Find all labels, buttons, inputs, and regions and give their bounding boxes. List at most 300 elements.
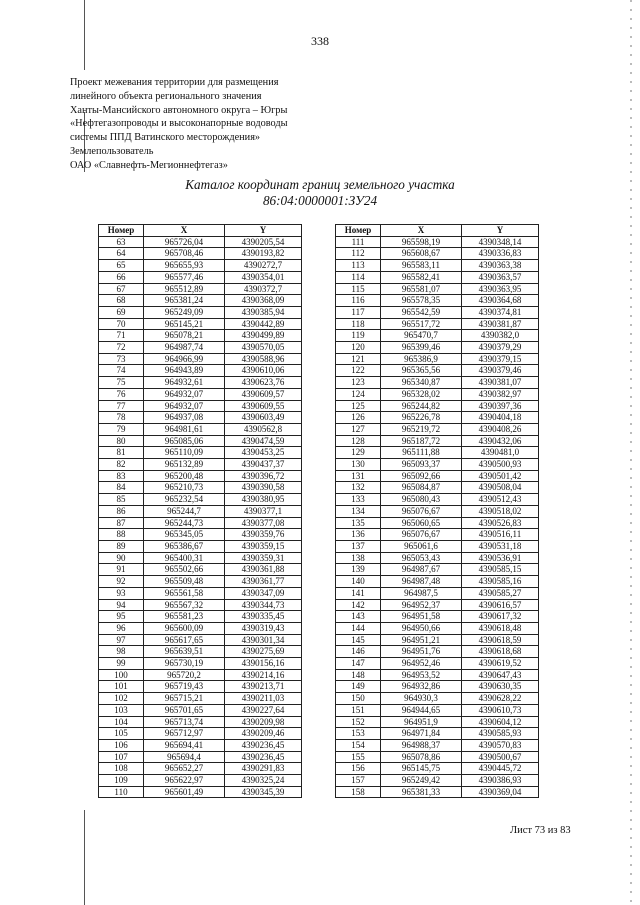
table-row [336, 388, 539, 400]
x-coordinate: 965701,65 [144, 704, 225, 716]
x-coordinate: 965512,89 [144, 283, 225, 295]
y-coordinate: 4390516,11 [462, 529, 539, 541]
x-coordinate: 965187,72 [381, 435, 462, 447]
table-row [336, 318, 539, 330]
point-number: 89 [99, 540, 144, 552]
x-coordinate: 965061,6 [381, 540, 462, 552]
table-row [99, 658, 302, 670]
y-coordinate: 4390508,04 [462, 482, 539, 494]
point-number: 114 [336, 271, 381, 283]
x-coordinate: 965085,06 [144, 435, 225, 447]
table-row [99, 704, 302, 716]
x-coordinate: 965608,67 [381, 248, 462, 260]
table-row [336, 763, 539, 775]
y-coordinate: 4390585,93 [462, 728, 539, 740]
table-row [336, 739, 539, 751]
y-coordinate: 4390404,18 [462, 412, 539, 424]
document-header [70, 76, 350, 173]
y-coordinate: 4390617,32 [462, 611, 539, 623]
point-number: 124 [336, 388, 381, 400]
y-coordinate: 4390531,18 [462, 540, 539, 552]
table-row [99, 260, 302, 272]
y-coordinate: 4390209,46 [225, 728, 302, 740]
x-coordinate: 965582,41 [381, 271, 462, 283]
table-row [336, 728, 539, 740]
x-coordinate: 965652,27 [144, 763, 225, 775]
y-coordinate: 4390361,88 [225, 564, 302, 576]
point-number: 155 [336, 751, 381, 763]
y-coordinate: 4390335,45 [225, 611, 302, 623]
point-number: 72 [99, 342, 144, 354]
parcel-id: 86:04:0000001:ЗУ24 [262, 193, 378, 208]
scan-margin-line [84, 810, 85, 905]
table-row [336, 775, 539, 787]
x-coordinate: 965078,86 [381, 751, 462, 763]
point-number: 158 [336, 786, 381, 798]
table-row [336, 494, 539, 506]
table-row [99, 669, 302, 681]
point-number: 99 [99, 658, 144, 670]
point-number: 108 [99, 763, 144, 775]
point-number: 130 [336, 459, 381, 471]
table-row [336, 342, 539, 354]
y-coordinate: 4390397,36 [462, 400, 539, 412]
x-coordinate: 965708,46 [144, 248, 225, 260]
y-coordinate: 4390437,37 [225, 459, 302, 471]
x-coordinate: 965470,7 [381, 330, 462, 342]
x-coordinate: 964952,46 [381, 658, 462, 670]
y-coordinate: 4390445,72 [462, 763, 539, 775]
point-number: 107 [99, 751, 144, 763]
table-row [336, 716, 539, 728]
header-line: Землепользователь [70, 145, 154, 157]
table-row [336, 260, 539, 272]
point-number: 106 [99, 739, 144, 751]
point-number: 96 [99, 622, 144, 634]
y-coordinate: 4390630,35 [462, 681, 539, 693]
point-number: 81 [99, 447, 144, 459]
x-coordinate: 964932,07 [144, 400, 225, 412]
y-coordinate: 4390374,81 [462, 306, 539, 318]
table-row [336, 377, 539, 389]
point-number: 154 [336, 739, 381, 751]
table-row [336, 283, 539, 295]
x-coordinate: 964987,74 [144, 342, 225, 354]
y-coordinate: 4390291,83 [225, 763, 302, 775]
point-number: 131 [336, 470, 381, 482]
y-coordinate: 4390213,71 [225, 681, 302, 693]
x-coordinate: 965502,66 [144, 564, 225, 576]
x-coordinate: 965328,02 [381, 388, 462, 400]
y-coordinate: 4390616,57 [462, 599, 539, 611]
y-coordinate: 4390570,83 [462, 739, 539, 751]
point-number: 143 [336, 611, 381, 623]
y-coordinate: 4390380,95 [225, 494, 302, 506]
x-coordinate: 965078,21 [144, 330, 225, 342]
table-row [336, 423, 539, 435]
point-number: 98 [99, 646, 144, 658]
table-row [336, 599, 539, 611]
table-row [336, 459, 539, 471]
y-coordinate: 4390377,1 [225, 505, 302, 517]
x-coordinate: 965720,2 [144, 669, 225, 681]
point-number: 117 [336, 306, 381, 318]
y-coordinate: 4390500,67 [462, 751, 539, 763]
x-coordinate: 965200,48 [144, 470, 225, 482]
scan-edge-artifact [630, 0, 632, 905]
point-number: 135 [336, 517, 381, 529]
table-row [99, 470, 302, 482]
point-number: 123 [336, 377, 381, 389]
x-coordinate: 965132,89 [144, 459, 225, 471]
y-coordinate: 4390359,76 [225, 529, 302, 541]
x-coordinate: 964966,99 [144, 353, 225, 365]
x-coordinate: 965244,7 [144, 505, 225, 517]
table-row [336, 587, 539, 599]
table-row [99, 587, 302, 599]
y-coordinate: 4390618,59 [462, 634, 539, 646]
x-coordinate: 965694,41 [144, 739, 225, 751]
point-number: 134 [336, 505, 381, 517]
y-coordinate: 4390379,46 [462, 365, 539, 377]
table-row [99, 564, 302, 576]
table-row [99, 447, 302, 459]
header-line: Проект межевания территории для размещения [70, 77, 279, 88]
y-coordinate: 4390453,25 [225, 447, 302, 459]
table-row [336, 400, 539, 412]
point-number: 110 [99, 786, 144, 798]
table-row [99, 412, 302, 424]
x-coordinate: 964952,37 [381, 599, 462, 611]
point-number: 64 [99, 248, 144, 260]
y-coordinate: 4390647,43 [462, 669, 539, 681]
x-coordinate: 964951,76 [381, 646, 462, 658]
x-coordinate: 965210,73 [144, 482, 225, 494]
table-row [99, 739, 302, 751]
x-coordinate: 965583,11 [381, 260, 462, 272]
column-header-number: Номер [336, 225, 381, 237]
point-number: 122 [336, 365, 381, 377]
table-row [99, 681, 302, 693]
table-row [336, 693, 539, 705]
x-coordinate: 965381,33 [381, 786, 462, 798]
point-number: 150 [336, 693, 381, 705]
point-number: 101 [99, 681, 144, 693]
table-row [99, 353, 302, 365]
point-number: 78 [99, 412, 144, 424]
x-coordinate: 965542,59 [381, 306, 462, 318]
point-number: 84 [99, 482, 144, 494]
point-number: 102 [99, 693, 144, 705]
y-coordinate: 4390236,45 [225, 739, 302, 751]
y-coordinate: 4390236,45 [225, 751, 302, 763]
table-row [336, 248, 539, 260]
x-coordinate: 964932,61 [144, 377, 225, 389]
point-number: 75 [99, 377, 144, 389]
table-header-row [99, 225, 302, 237]
y-coordinate: 4390623,76 [225, 377, 302, 389]
y-coordinate: 4390214,16 [225, 669, 302, 681]
point-number: 136 [336, 529, 381, 541]
point-number: 109 [99, 775, 144, 787]
x-coordinate: 965093,37 [381, 459, 462, 471]
y-coordinate: 4390363,57 [462, 271, 539, 283]
y-coordinate: 4390499,89 [225, 330, 302, 342]
table-row [99, 505, 302, 517]
point-number: 146 [336, 646, 381, 658]
x-coordinate: 965581,07 [381, 283, 462, 295]
sheet-counter: Лист 73 из 83 [510, 825, 571, 836]
x-coordinate: 965712,97 [144, 728, 225, 740]
y-coordinate: 4390618,48 [462, 622, 539, 634]
catalog-title [0, 177, 640, 209]
table-header-row [336, 225, 539, 237]
page-number: 338 [311, 34, 329, 48]
x-coordinate: 965715,21 [144, 693, 225, 705]
point-number: 63 [99, 236, 144, 248]
table-row [99, 599, 302, 611]
point-number: 90 [99, 552, 144, 564]
point-number: 147 [336, 658, 381, 670]
header-line: линейного объекта регионального значения [70, 90, 262, 102]
x-coordinate: 965053,43 [381, 552, 462, 564]
table-row [99, 318, 302, 330]
table-row [336, 447, 539, 459]
y-coordinate: 4390272,7 [225, 260, 302, 272]
table-row [99, 751, 302, 763]
table-row [336, 658, 539, 670]
x-coordinate: 965713,74 [144, 716, 225, 728]
table-row [99, 728, 302, 740]
y-coordinate: 4390211,03 [225, 693, 302, 705]
point-number: 121 [336, 353, 381, 365]
x-coordinate: 965567,32 [144, 599, 225, 611]
y-coordinate: 4390345,39 [225, 786, 302, 798]
point-number: 77 [99, 400, 144, 412]
table-row [336, 552, 539, 564]
table-row [336, 365, 539, 377]
y-coordinate: 4390390,58 [225, 482, 302, 494]
table-row [99, 306, 302, 318]
y-coordinate: 4390348,14 [462, 236, 539, 248]
point-number: 125 [336, 400, 381, 412]
coordinate-table-left [98, 224, 302, 798]
table-row [99, 482, 302, 494]
point-number: 91 [99, 564, 144, 576]
table-row [99, 786, 302, 798]
table-row [336, 681, 539, 693]
y-coordinate: 4390385,94 [225, 306, 302, 318]
point-number: 76 [99, 388, 144, 400]
table-row [99, 763, 302, 775]
x-coordinate: 964971,84 [381, 728, 462, 740]
x-coordinate: 965730,19 [144, 658, 225, 670]
x-coordinate: 965509,48 [144, 576, 225, 588]
y-coordinate: 4390379,29 [462, 342, 539, 354]
point-number: 129 [336, 447, 381, 459]
table-row [99, 342, 302, 354]
table-row [99, 540, 302, 552]
point-number: 80 [99, 435, 144, 447]
y-coordinate: 4390156,16 [225, 658, 302, 670]
point-number: 116 [336, 295, 381, 307]
x-coordinate: 965145,75 [381, 763, 462, 775]
y-coordinate: 4390275,69 [225, 646, 302, 658]
table-row [99, 622, 302, 634]
point-number: 149 [336, 681, 381, 693]
table-row [99, 646, 302, 658]
y-coordinate: 4390500,93 [462, 459, 539, 471]
column-header-y: Y [462, 225, 539, 237]
table-row [336, 236, 539, 248]
point-number: 142 [336, 599, 381, 611]
x-coordinate: 965561,58 [144, 587, 225, 599]
x-coordinate: 965111,88 [381, 447, 462, 459]
x-coordinate: 965386,67 [144, 540, 225, 552]
point-number: 105 [99, 728, 144, 740]
coordinate-table-right [335, 224, 539, 798]
x-coordinate: 965092,66 [381, 470, 462, 482]
point-number: 111 [336, 236, 381, 248]
x-coordinate: 965232,54 [144, 494, 225, 506]
y-coordinate: 4390368,09 [225, 295, 302, 307]
y-coordinate: 4390354,01 [225, 271, 302, 283]
x-coordinate: 965517,72 [381, 318, 462, 330]
table-row [99, 716, 302, 728]
y-coordinate: 4390526,83 [462, 517, 539, 529]
column-header-y: Y [225, 225, 302, 237]
x-coordinate: 964932,07 [144, 388, 225, 400]
table-row [99, 423, 302, 435]
table-row [336, 622, 539, 634]
table-row [99, 611, 302, 623]
x-coordinate: 965577,46 [144, 271, 225, 283]
y-coordinate: 4390570,05 [225, 342, 302, 354]
point-number: 71 [99, 330, 144, 342]
y-coordinate: 4390585,27 [462, 587, 539, 599]
x-coordinate: 965581,23 [144, 611, 225, 623]
x-coordinate: 965386,9 [381, 353, 462, 365]
table-row [336, 412, 539, 424]
x-coordinate: 965145,21 [144, 318, 225, 330]
y-coordinate: 4390301,34 [225, 634, 302, 646]
y-coordinate: 4390585,16 [462, 576, 539, 588]
y-coordinate: 4390205,54 [225, 236, 302, 248]
x-coordinate: 965598,19 [381, 236, 462, 248]
point-number: 133 [336, 494, 381, 506]
table-row [99, 529, 302, 541]
x-coordinate: 964951,21 [381, 634, 462, 646]
y-coordinate: 4390618,68 [462, 646, 539, 658]
x-coordinate: 965226,78 [381, 412, 462, 424]
x-coordinate: 964937,08 [144, 412, 225, 424]
header-line: Ханты-Мансийского автономного округа – Югры [70, 104, 288, 116]
x-coordinate: 965219,72 [381, 423, 462, 435]
y-coordinate: 4390396,72 [225, 470, 302, 482]
table-row [336, 646, 539, 658]
point-number: 148 [336, 669, 381, 681]
x-coordinate: 965345,05 [144, 529, 225, 541]
table-row [99, 377, 302, 389]
x-coordinate: 965655,93 [144, 260, 225, 272]
x-coordinate: 965244,82 [381, 400, 462, 412]
point-number: 94 [99, 599, 144, 611]
point-number: 139 [336, 564, 381, 576]
point-number: 144 [336, 622, 381, 634]
point-number: 83 [99, 470, 144, 482]
table-row [336, 576, 539, 588]
point-number: 69 [99, 306, 144, 318]
x-coordinate: 965719,43 [144, 681, 225, 693]
point-number: 104 [99, 716, 144, 728]
table-row [336, 505, 539, 517]
point-number: 151 [336, 704, 381, 716]
x-coordinate: 965110,09 [144, 447, 225, 459]
table-row [336, 540, 539, 552]
y-coordinate: 4390336,83 [462, 248, 539, 260]
table-row [336, 611, 539, 623]
table-row [336, 669, 539, 681]
y-coordinate: 4390364,68 [462, 295, 539, 307]
point-number: 126 [336, 412, 381, 424]
table-row [336, 470, 539, 482]
point-number: 97 [99, 634, 144, 646]
point-number: 86 [99, 505, 144, 517]
table-row [336, 529, 539, 541]
x-coordinate: 964930,3 [381, 693, 462, 705]
table-row [99, 435, 302, 447]
y-coordinate: 4390518,02 [462, 505, 539, 517]
header-line: «Нефтегазопроводы и высоконапорные водоводы [70, 118, 288, 130]
table-row [99, 775, 302, 787]
y-coordinate: 4390382,97 [462, 388, 539, 400]
table-row [336, 786, 539, 798]
y-coordinate: 4390609,55 [225, 400, 302, 412]
y-coordinate: 4390603,49 [225, 412, 302, 424]
y-coordinate: 4390610,73 [462, 704, 539, 716]
point-number: 93 [99, 587, 144, 599]
y-coordinate: 4390536,91 [462, 552, 539, 564]
point-number: 157 [336, 775, 381, 787]
table-row [336, 271, 539, 283]
table-row [336, 634, 539, 646]
table-row [99, 693, 302, 705]
point-number: 137 [336, 540, 381, 552]
y-coordinate: 4390432,06 [462, 435, 539, 447]
table-row [336, 517, 539, 529]
point-number: 140 [336, 576, 381, 588]
point-number: 145 [336, 634, 381, 646]
table-row [99, 494, 302, 506]
y-coordinate: 4390361,77 [225, 576, 302, 588]
table-row [336, 353, 539, 365]
point-number: 100 [99, 669, 144, 681]
point-number: 138 [336, 552, 381, 564]
point-number: 112 [336, 248, 381, 260]
y-coordinate: 4390363,95 [462, 283, 539, 295]
y-coordinate: 4390481,0 [462, 447, 539, 459]
point-number: 65 [99, 260, 144, 272]
y-coordinate: 4390408,26 [462, 423, 539, 435]
y-coordinate: 4390512,43 [462, 494, 539, 506]
point-number: 92 [99, 576, 144, 588]
title-line: Каталог координат границ земельного участка [185, 177, 455, 192]
point-number: 70 [99, 318, 144, 330]
table-row [99, 248, 302, 260]
y-coordinate: 4390369,04 [462, 786, 539, 798]
point-number: 153 [336, 728, 381, 740]
point-number: 141 [336, 587, 381, 599]
